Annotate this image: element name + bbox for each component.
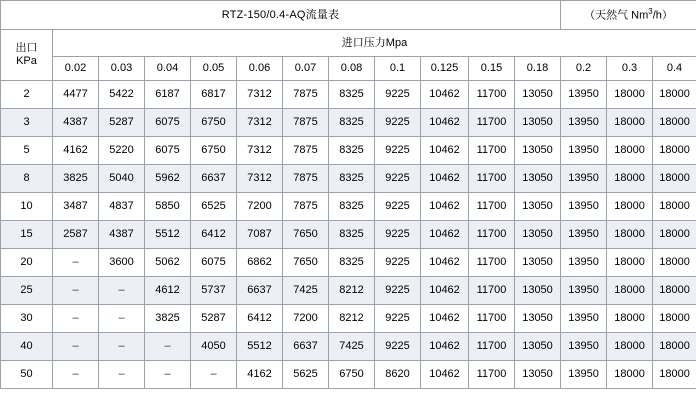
- data-cell: 13950: [561, 333, 607, 361]
- data-cell: 10462: [421, 249, 469, 277]
- data-cell: 10462: [421, 277, 469, 305]
- data-cell: 5512: [145, 221, 191, 249]
- data-cell: 13950: [561, 221, 607, 249]
- data-cell: 13050: [515, 137, 561, 165]
- data-cell: 9225: [375, 193, 421, 221]
- table-row: [1, 193, 696, 221]
- row-label: 20: [1, 249, 53, 277]
- row-label: 25: [1, 277, 53, 305]
- data-cell: 18000: [607, 333, 653, 361]
- data-cell: 6075: [145, 137, 191, 165]
- data-cell: 6075: [145, 109, 191, 137]
- data-cell: 18000: [653, 333, 696, 361]
- data-cell: 13050: [515, 221, 561, 249]
- data-cell: 9225: [375, 165, 421, 193]
- data-cell: 18000: [607, 193, 653, 221]
- row-label: 10: [1, 193, 53, 221]
- column-header: 0.125: [421, 57, 469, 81]
- data-cell: 3825: [53, 165, 99, 193]
- row-label: 8: [1, 165, 53, 193]
- data-cell: 18000: [653, 361, 696, 389]
- data-cell: 7312: [237, 137, 283, 165]
- data-cell: 7650: [283, 221, 329, 249]
- data-cell: 10462: [421, 109, 469, 137]
- data-cell: –: [53, 277, 99, 305]
- data-cell: 5850: [145, 193, 191, 221]
- column-axis-label: 进口压力Mpa: [53, 30, 696, 57]
- data-cell: 5040: [99, 165, 145, 193]
- data-cell: 6412: [237, 305, 283, 333]
- data-cell: 18000: [607, 249, 653, 277]
- data-cell: 13950: [561, 81, 607, 109]
- data-cell: 18000: [653, 277, 696, 305]
- data-cell: 10462: [421, 193, 469, 221]
- data-cell: 11700: [469, 137, 515, 165]
- data-cell: 10462: [421, 361, 469, 389]
- data-cell: 5062: [145, 249, 191, 277]
- data-cell: –: [53, 249, 99, 277]
- data-cell: 6525: [191, 193, 237, 221]
- data-cell: 11700: [469, 81, 515, 109]
- column-header: 0.18: [515, 57, 561, 81]
- data-cell: –: [145, 333, 191, 361]
- data-cell: 6750: [191, 137, 237, 165]
- data-cell: 7312: [237, 109, 283, 137]
- data-cell: 7200: [283, 305, 329, 333]
- row-label: 2: [1, 81, 53, 109]
- data-cell: 6637: [283, 333, 329, 361]
- data-cell: 6412: [191, 221, 237, 249]
- data-cell: 5512: [237, 333, 283, 361]
- data-cell: 3487: [53, 193, 99, 221]
- data-cell: 5287: [99, 109, 145, 137]
- column-header: 0.15: [469, 57, 515, 81]
- data-cell: 8212: [329, 305, 375, 333]
- data-cell: 2587: [53, 221, 99, 249]
- data-cell: 11700: [469, 165, 515, 193]
- data-cell: 13950: [561, 361, 607, 389]
- data-cell: 7875: [283, 137, 329, 165]
- header-group-row: [1, 30, 696, 57]
- data-cell: 7312: [237, 165, 283, 193]
- data-cell: 8325: [329, 109, 375, 137]
- row-label: 50: [1, 361, 53, 389]
- table-row: [1, 109, 696, 137]
- data-cell: 8325: [329, 221, 375, 249]
- data-cell: 9225: [375, 221, 421, 249]
- data-cell: 6862: [237, 249, 283, 277]
- data-cell: 6817: [191, 81, 237, 109]
- page-title: RTZ-150/0.4-AQ流量表: [1, 1, 561, 30]
- data-cell: 13050: [515, 333, 561, 361]
- data-cell: 18000: [653, 221, 696, 249]
- data-cell: 18000: [607, 277, 653, 305]
- data-cell: 13950: [561, 165, 607, 193]
- data-cell: 10462: [421, 305, 469, 333]
- data-cell: 18000: [653, 137, 696, 165]
- column-header: 0.4: [653, 57, 696, 81]
- row-label: 15: [1, 221, 53, 249]
- data-cell: 13050: [515, 165, 561, 193]
- data-cell: 5737: [191, 277, 237, 305]
- data-cell: 10462: [421, 81, 469, 109]
- data-cell: 4477: [53, 81, 99, 109]
- table-row: [1, 277, 696, 305]
- column-header: 0.06: [237, 57, 283, 81]
- data-cell: 11700: [469, 221, 515, 249]
- data-cell: 10462: [421, 137, 469, 165]
- data-cell: 18000: [653, 165, 696, 193]
- data-cell: 7087: [237, 221, 283, 249]
- data-cell: 18000: [607, 109, 653, 137]
- table-head: [1, 1, 696, 81]
- data-cell: 11700: [469, 333, 515, 361]
- data-cell: 6075: [191, 249, 237, 277]
- table-row: [1, 333, 696, 361]
- data-cell: 18000: [607, 137, 653, 165]
- column-header: 0.03: [99, 57, 145, 81]
- data-cell: 5962: [145, 165, 191, 193]
- column-header: 0.05: [191, 57, 237, 81]
- data-cell: 5422: [99, 81, 145, 109]
- data-cell: 13950: [561, 109, 607, 137]
- data-cell: 13050: [515, 81, 561, 109]
- data-cell: 13050: [515, 193, 561, 221]
- data-cell: 4387: [53, 109, 99, 137]
- column-header: 0.04: [145, 57, 191, 81]
- data-cell: –: [53, 305, 99, 333]
- data-cell: 9225: [375, 249, 421, 277]
- data-cell: 13050: [515, 277, 561, 305]
- column-header-row: [1, 57, 696, 81]
- table-row: [1, 221, 696, 249]
- data-cell: 9225: [375, 109, 421, 137]
- data-cell: 6750: [329, 361, 375, 389]
- data-cell: 5625: [283, 361, 329, 389]
- row-label: 30: [1, 305, 53, 333]
- data-cell: 4162: [53, 137, 99, 165]
- unit-note: （天然气 Nm$^3$/h）: [561, 1, 696, 30]
- data-cell: 18000: [653, 81, 696, 109]
- data-cell: 18000: [653, 305, 696, 333]
- data-cell: –: [99, 333, 145, 361]
- data-cell: 4612: [145, 277, 191, 305]
- data-cell: 18000: [607, 81, 653, 109]
- data-cell: 8212: [329, 277, 375, 305]
- data-cell: 18000: [653, 109, 696, 137]
- data-cell: 7875: [283, 81, 329, 109]
- data-cell: 9225: [375, 137, 421, 165]
- data-cell: 11700: [469, 193, 515, 221]
- data-cell: 8325: [329, 249, 375, 277]
- data-cell: 13050: [515, 249, 561, 277]
- column-header: 0.02: [53, 57, 99, 81]
- data-cell: 4837: [99, 193, 145, 221]
- data-cell: 18000: [607, 165, 653, 193]
- data-cell: 6637: [191, 165, 237, 193]
- row-axis-label-line1: 出口: [15, 42, 38, 55]
- data-cell: –: [145, 361, 191, 389]
- data-cell: 8325: [329, 193, 375, 221]
- data-cell: 8325: [329, 165, 375, 193]
- table-body: [1, 81, 696, 389]
- data-cell: 7425: [283, 277, 329, 305]
- data-cell: 8325: [329, 137, 375, 165]
- data-cell: 3825: [145, 305, 191, 333]
- data-cell: 7875: [283, 109, 329, 137]
- data-cell: 4162: [237, 361, 283, 389]
- data-cell: 4050: [191, 333, 237, 361]
- row-label: 5: [1, 137, 53, 165]
- table-row: [1, 305, 696, 333]
- table-row: [1, 361, 696, 389]
- data-cell: 7875: [283, 193, 329, 221]
- data-cell: 11700: [469, 277, 515, 305]
- data-cell: 6750: [191, 109, 237, 137]
- data-cell: 18000: [607, 361, 653, 389]
- row-label: 40: [1, 333, 53, 361]
- data-cell: 10462: [421, 221, 469, 249]
- data-cell: –: [99, 305, 145, 333]
- data-cell: 13050: [515, 305, 561, 333]
- data-cell: 11700: [469, 109, 515, 137]
- data-cell: 6637: [237, 277, 283, 305]
- data-cell: 6187: [145, 81, 191, 109]
- table-row: [1, 165, 696, 193]
- data-cell: –: [53, 361, 99, 389]
- data-cell: 13950: [561, 249, 607, 277]
- row-axis-label-line2: KPa: [16, 55, 37, 67]
- row-axis-label: [1, 30, 53, 81]
- data-cell: 5287: [191, 305, 237, 333]
- data-cell: 3600: [99, 249, 145, 277]
- data-cell: 11700: [469, 249, 515, 277]
- data-cell: 7425: [329, 333, 375, 361]
- data-cell: 11700: [469, 305, 515, 333]
- data-cell: 8620: [375, 361, 421, 389]
- column-header: 0.08: [329, 57, 375, 81]
- data-cell: 13950: [561, 137, 607, 165]
- data-cell: 7650: [283, 249, 329, 277]
- data-cell: 7200: [237, 193, 283, 221]
- column-header: 0.1: [375, 57, 421, 81]
- column-header: 0.3: [607, 57, 653, 81]
- data-cell: 18000: [653, 193, 696, 221]
- data-cell: 8325: [329, 81, 375, 109]
- data-cell: 13050: [515, 109, 561, 137]
- table-row: [1, 137, 696, 165]
- data-cell: 7875: [283, 165, 329, 193]
- data-cell: 18000: [653, 249, 696, 277]
- data-cell: 13050: [515, 361, 561, 389]
- data-cell: –: [99, 361, 145, 389]
- data-cell: –: [53, 333, 99, 361]
- data-cell: 11700: [469, 361, 515, 389]
- data-cell: 18000: [607, 305, 653, 333]
- table-row: [1, 249, 696, 277]
- column-header: 0.2: [561, 57, 607, 81]
- row-label: 3: [1, 109, 53, 137]
- data-cell: 10462: [421, 333, 469, 361]
- data-cell: 13950: [561, 193, 607, 221]
- data-cell: 7312: [237, 81, 283, 109]
- data-cell: 13950: [561, 305, 607, 333]
- data-cell: 9225: [375, 81, 421, 109]
- data-cell: 4387: [99, 221, 145, 249]
- data-cell: 9225: [375, 277, 421, 305]
- data-cell: 18000: [607, 221, 653, 249]
- data-cell: 9225: [375, 305, 421, 333]
- data-cell: 9225: [375, 333, 421, 361]
- column-header: 0.07: [283, 57, 329, 81]
- title-row: [1, 1, 696, 30]
- data-cell: 5220: [99, 137, 145, 165]
- data-cell: –: [99, 277, 145, 305]
- table-row: [1, 81, 696, 109]
- data-cell: 10462: [421, 165, 469, 193]
- data-cell: 13950: [561, 277, 607, 305]
- data-cell: –: [191, 361, 237, 389]
